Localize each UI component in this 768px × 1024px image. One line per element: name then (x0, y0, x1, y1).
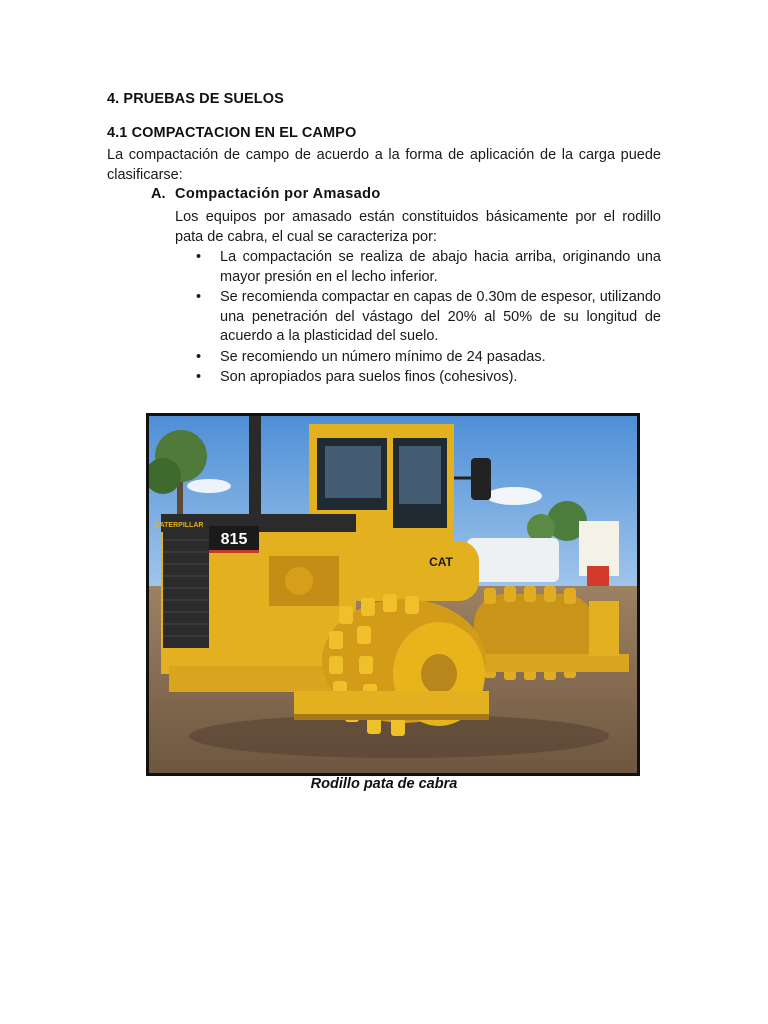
bullet-list (175, 248, 661, 389)
list-item (175, 348, 661, 368)
item-a-letter: A. (151, 186, 166, 202)
bullet-icon: • (196, 289, 202, 305)
bullet-text: Son apropiados para suelos finos (cohesivos). (220, 369, 518, 385)
bullet-icon: • (196, 249, 202, 265)
intro-paragraph: La compactación de campo de acuerdo a la forma de aplicación de la carga puede clasificarse: (107, 147, 661, 183)
cloud (187, 479, 231, 493)
list-item (175, 368, 661, 388)
small-machine (587, 566, 609, 588)
cloud (486, 487, 542, 505)
truck (467, 538, 559, 582)
subsection-heading: 4.1 COMPACTACION EN EL CAMPO (107, 125, 357, 141)
mirror (471, 458, 491, 500)
bullet-icon: • (196, 369, 202, 385)
bullet-text: Se recomiendo un número mínimo de 24 pasadas. (220, 348, 546, 365)
item-a-heading (151, 186, 381, 202)
list-item (175, 248, 661, 287)
bullet-text: La compactación se realiza de abajo hacia arriba, originando una mayor presión en el lecho inferior. (220, 249, 661, 285)
brand-badge: CATERPILLAR (154, 522, 204, 529)
list-item (175, 288, 661, 347)
section-heading: 4. PRUEBAS DE SUELOS (107, 91, 284, 107)
scraper-blade (294, 691, 489, 717)
bullet-icon: • (196, 348, 202, 365)
item-a-title: Compactación por Amasado (175, 186, 381, 202)
model-number: 815 (220, 531, 248, 548)
roller-illustration (149, 416, 637, 773)
tree (527, 514, 555, 542)
figure-caption: Rodillo pata de cabra (310, 776, 458, 792)
sheepsfoot-roller-photo (146, 413, 640, 776)
bullet-text: Se recomienda compactar en capas de 0.30m de espesor, utilizando una penetración del vástago del 20% al 50% de su longitud de acuerdo a la plasticidad del suelo. (220, 289, 661, 344)
brand-logo: CAT (429, 555, 453, 569)
item-a-paragraph: Los equipos por amasado están constituidos básicamente por el rodillo pata de cabra, el cual se caracteriza por: (175, 209, 661, 245)
